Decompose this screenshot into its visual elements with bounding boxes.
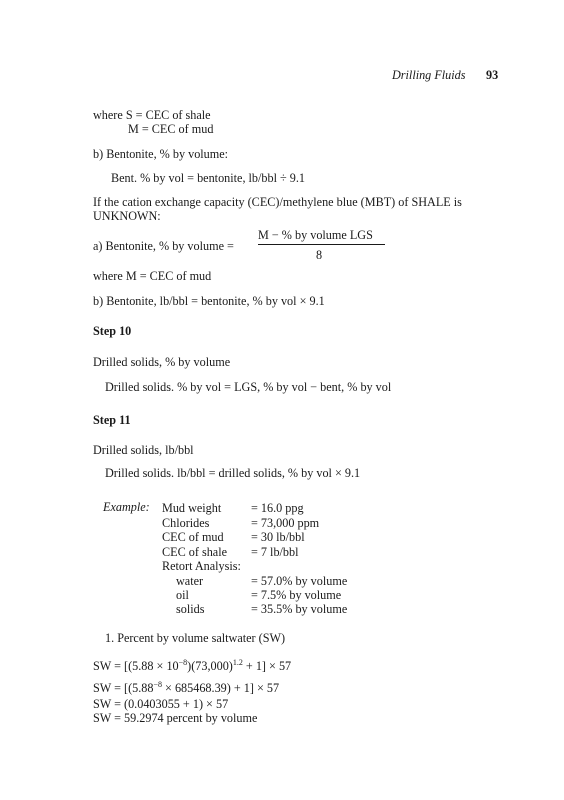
example-row-name: Mud weight (162, 501, 222, 515)
sw-equation-line1: SW = $[(5.88 \times 10^{-8})(73,000)^{1.2} + 1] \times 57$ (93, 658, 292, 673)
example-row-name: CEC of shale (162, 545, 227, 559)
where-m-line: M = CEC of mud (128, 122, 214, 136)
fraction-bar (258, 244, 385, 245)
sw-equation-line4: SW = 59.2974 percent by volume (93, 711, 258, 725)
step-11-heading: Step 11 (93, 413, 131, 427)
example-row-value: = 30 lb/bbl (251, 530, 305, 544)
item-a-bentonite-label: a) Bentonite, % by volume = (93, 239, 234, 253)
fraction-denominator: 8 (316, 248, 323, 262)
step-10-heading: Step 10 (93, 324, 132, 338)
example-row-value: = 7.5% by volume (251, 588, 342, 602)
sw-equation-line3: SW = (0.0403055 + 1) × 57 (93, 697, 229, 711)
sw-heading: 1. Percent by volume saltwater (SW) (105, 631, 286, 645)
step-11-subtitle: Drilled solids, lb/bbl (93, 443, 194, 457)
unknown-paragraph-line2: UNKNOWN: (93, 209, 161, 223)
example-row-value: = 73,000 ppm (251, 516, 320, 530)
where-s-line: where S = CEC of shale (93, 108, 211, 122)
example-row-value: = 16.0 ppg (251, 501, 304, 515)
fraction-numerator: M − % by volume LGS (258, 228, 373, 242)
item-b-bentonite-lb-line: b) Bentonite, lb/bbl = bentonite, % by vol × 9.1 (93, 294, 325, 308)
sw-equation-line2: SW = $[(5.88^{-8} \times 685468.39) + 1] \times 57$ (93, 680, 280, 695)
step-10-subtitle: Drilled solids, % by volume (93, 355, 231, 369)
running-header-title: Drilling Fluids (392, 68, 466, 82)
item-b-bentonite-label: b) Bentonite, % by volume: (93, 147, 229, 161)
example-row-name: CEC of mud (162, 530, 224, 544)
example-row-value: = 57.0% by volume (251, 574, 348, 588)
example-label: Example: (103, 500, 150, 514)
page-number: 93 (486, 68, 499, 82)
bentonite-formula: Bent. % by vol = bentonite, lb/bbl ÷ 9.1 (111, 171, 305, 185)
example-row-name: oil (176, 588, 189, 602)
example-row-name: water (176, 574, 204, 588)
example-row-name: solids (176, 602, 205, 616)
example-row-name: Chlorides (162, 516, 210, 530)
unknown-paragraph-line1: If the cation exchange capacity (CEC)/methylene blue (MBT) of SHALE is (93, 195, 462, 209)
step-10-formula: Drilled solids. % by vol = LGS, % by vol − bent, % by vol (105, 380, 392, 394)
example-row-name: Retort Analysis: (162, 559, 241, 573)
where-m-mud-line: where M = CEC of mud (93, 269, 212, 283)
example-row-value: = 7 lb/bbl (251, 545, 299, 559)
example-row-value: = 35.5% by volume (251, 602, 348, 616)
step-11-formula: Drilled solids. lb/bbl = drilled solids, % by vol × 9.1 (105, 466, 361, 480)
